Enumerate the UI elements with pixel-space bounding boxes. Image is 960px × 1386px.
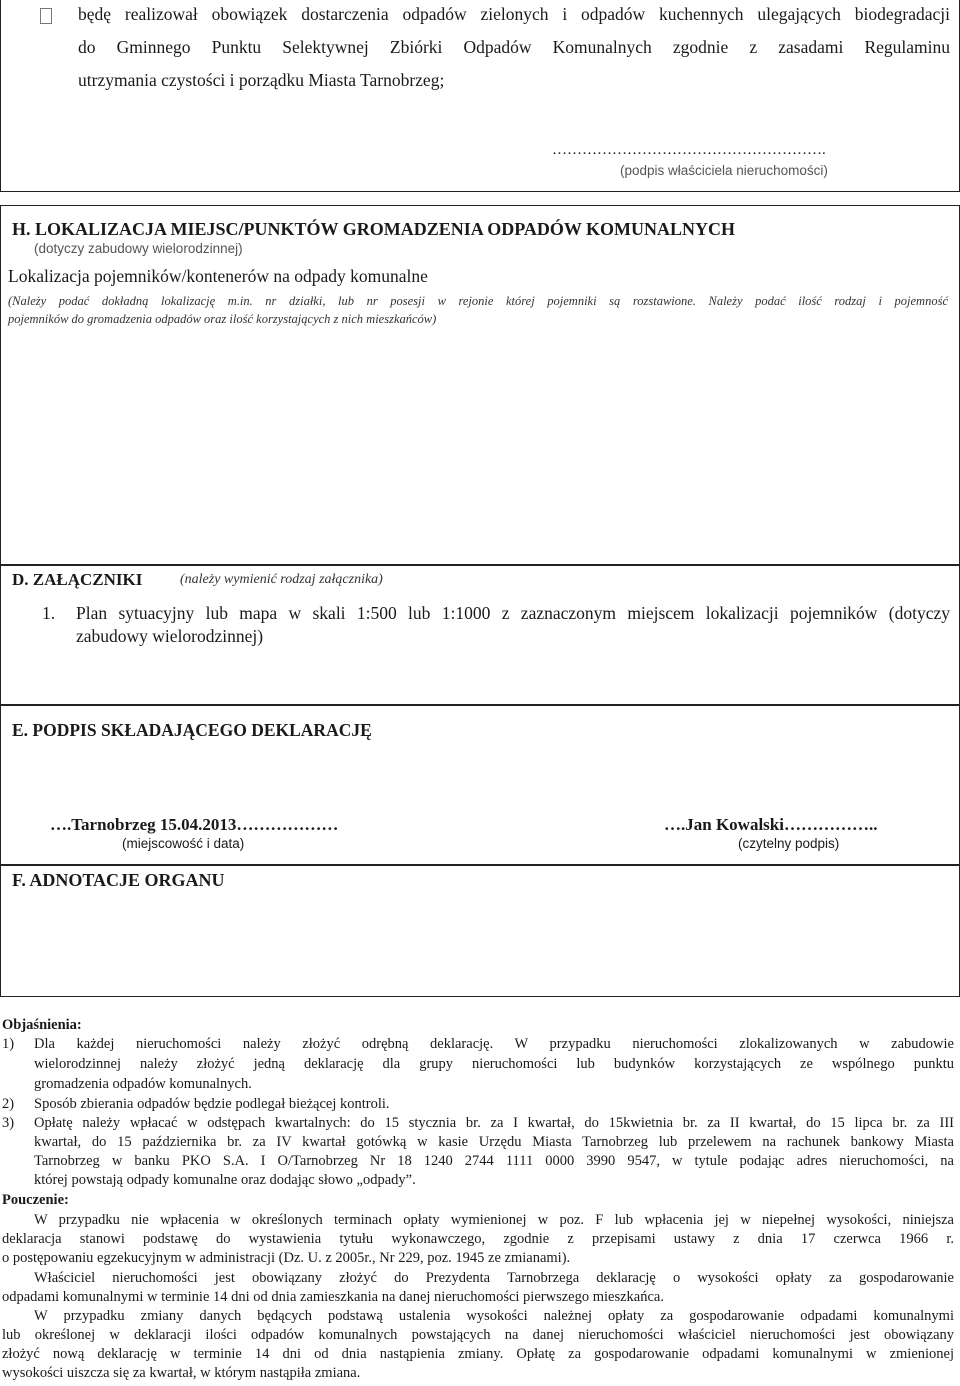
owner-signature-dots: ……………………………………………….: [552, 142, 826, 158]
section-h-subheading: (dotyczy zabudowy wielorodzinnej): [34, 241, 243, 256]
section-d-heading: D. ZAŁĄCZNIKI: [12, 570, 143, 589]
instruction-para-2-line-1: Właściciel nieruchomości jest obowiązany złożyć do Prezydenta Tarnobrzega deklarację o wysokości opłaty za gospodarowanie: [34, 1270, 954, 1286]
explanation-1-line-1: Dla każdej nieruchomości należy złożyć odrębną deklarację. W przypadku nieruchomości zlokalizowanych w zabudowie: [34, 1036, 954, 1052]
attachment-line-2: zabudowy wielorodzinnej): [76, 626, 264, 646]
section-h-box: [0, 205, 960, 565]
instruction-para-3-line-1: W przypadku zmiany danych będących podstawą ustalenia wysokości należnej opłaty za gospodarowanie odpadami komunalnymi: [34, 1308, 954, 1324]
section-h-title: Lokalizacja pojemników/kontenerów na odpady komunalne: [8, 266, 428, 286]
declarant-signature-caption: (czytelny podpis): [738, 836, 840, 851]
explanation-1-number: 1): [2, 1036, 15, 1052]
explanation-1-line-2: wielorodzinnej należy złożyć jedną deklarację dla grupy nieruchomości lub budynków korzystających ze wspólnego punktu: [34, 1056, 954, 1072]
instruction-para-3-line-4: wysokości uiszcza się za kwartał, w którym nastąpiła zmiana.: [2, 1365, 361, 1381]
owner-signature-caption: (podpis właściciela nieruchomości): [620, 163, 828, 178]
explanation-3-number: 3): [2, 1115, 15, 1131]
explanation-2-line-1: Sposób zbierania odpadów będzie podlegał bieżącej kontroli.: [34, 1096, 390, 1112]
instruction-para-1-line-1: W przypadku nie wpłacenia w określonych terminach opłaty wymienionej w poz. F lub wpłacenia jej w niepełnej wysokości, niniejsza: [34, 1212, 954, 1228]
explanation-2-number: 2): [2, 1096, 15, 1112]
section-h-instruction-2: pojemników do gromadzenia odpadów oraz ilość korzystających z nich mieszkańców): [8, 312, 437, 326]
explanation-3-line-1: Opłatę należy wpłacać w odstępach kwartalnych: do 15 stycznia br. za I kwartał, do 15kwietnia br. za II kwartał, do 15 lipca br. za III: [34, 1115, 954, 1131]
section-f-heading: F. ADNOTACJE ORGANU: [12, 870, 225, 890]
checkbox-icon[interactable]: [40, 8, 52, 24]
attachment-number: 1.: [42, 603, 56, 623]
place-date-value: ….Tarnobrzeg 15.04.2013………………: [50, 815, 339, 834]
declaration-line-2: do Gminnego Punktu Selektywnej Zbiórki Odpadów Komunalnych zgodnie z zasadami Regulaminu: [78, 37, 950, 57]
declaration-line-3: utrzymania czystości i porządku Miasta Tarnobrzeg;: [78, 70, 445, 90]
explanation-3-line-4: której powstają odpady komunalne oraz dodając słowo „odpady”.: [34, 1172, 416, 1188]
instruction-para-2-line-2: odpadami komunalnymi w terminie 14 dni od dnia zamieszkania na danej nieruchomości pierwszego mieszkańca.: [2, 1289, 664, 1305]
attachment-line-1: Plan sytuacyjny lub mapa w skali 1:500 lub 1:1000 z zaznaczonym miejscem lokalizacji pojemników (dotyczy: [76, 603, 950, 623]
instruction-para-3-line-3: złożyć nową deklarację w terminie 14 dni od dnia nastąpienia zmiany. Opłatę za gospodarowanie odpadami komunalnymi w zmienionej: [2, 1346, 954, 1362]
instruction-heading: Pouczenie:: [2, 1192, 69, 1208]
instruction-para-1-line-2: deklaracja stanowi podstawę do wystawienia tytułu wykonawczego, zgodnie z przepisami ustawy z dnia 17 czerwca 1966 r.: [2, 1231, 954, 1247]
instruction-para-1-line-3: o postępowaniu egzekucyjnym w administracji (Dz. U. z 2005r., Nr 229, poz. 1945 ze zmianami).: [2, 1250, 571, 1266]
explanation-1-line-3: gromadzenia odpadów komunalnych.: [34, 1076, 252, 1092]
section-h-instruction-1: (Należy podać dokładną lokalizację m.in. nr działki, lub nr posesji w rejonie której pojemniki są rozstawione. Należy podać ilość rodzaj i pojemność: [8, 294, 948, 308]
place-date-caption: (miejscowość i data): [122, 836, 245, 851]
section-d-note: (należy wymienić rodzaj załącznika): [180, 572, 383, 587]
instruction-para-3-line-2: lub określonej w deklaracji ilości odpadów komunalnych powstających na danej nieruchomości właściciel nieruchomości jest obowiązany: [2, 1327, 954, 1343]
explanation-3-line-2: kwartał, do 15 października br. za IV kwartał gotówką w kasie Urzędu Miasta Tarnobrzeg lub przelewem na rachunek bankowy Miasta: [34, 1134, 954, 1150]
declarant-signature-value: ….Jan Kowalski……………..: [664, 815, 878, 834]
explanations-heading: Objaśnienia:: [2, 1017, 82, 1033]
section-h-heading: H. LOKALIZACJA MIEJSC/PUNKTÓW GROMADZENIA ODPADÓW KOMUNALNYCH: [12, 219, 736, 239]
explanation-3-line-3: Tarnobrzeg w banku PKO S.A. I O/Tarnobrzeg Nr 18 1240 2744 1111 0000 3990 9547, w tytule podając adres nieruchomości, na: [34, 1153, 954, 1169]
section-e-heading: E. PODPIS SKŁADAJĄCEGO DEKLARACJĘ: [12, 720, 372, 740]
declaration-line-1: będę realizował obowiązek dostarczenia odpadów zielonych i odpadów kuchennych ulegających biodegradacji: [78, 4, 950, 24]
